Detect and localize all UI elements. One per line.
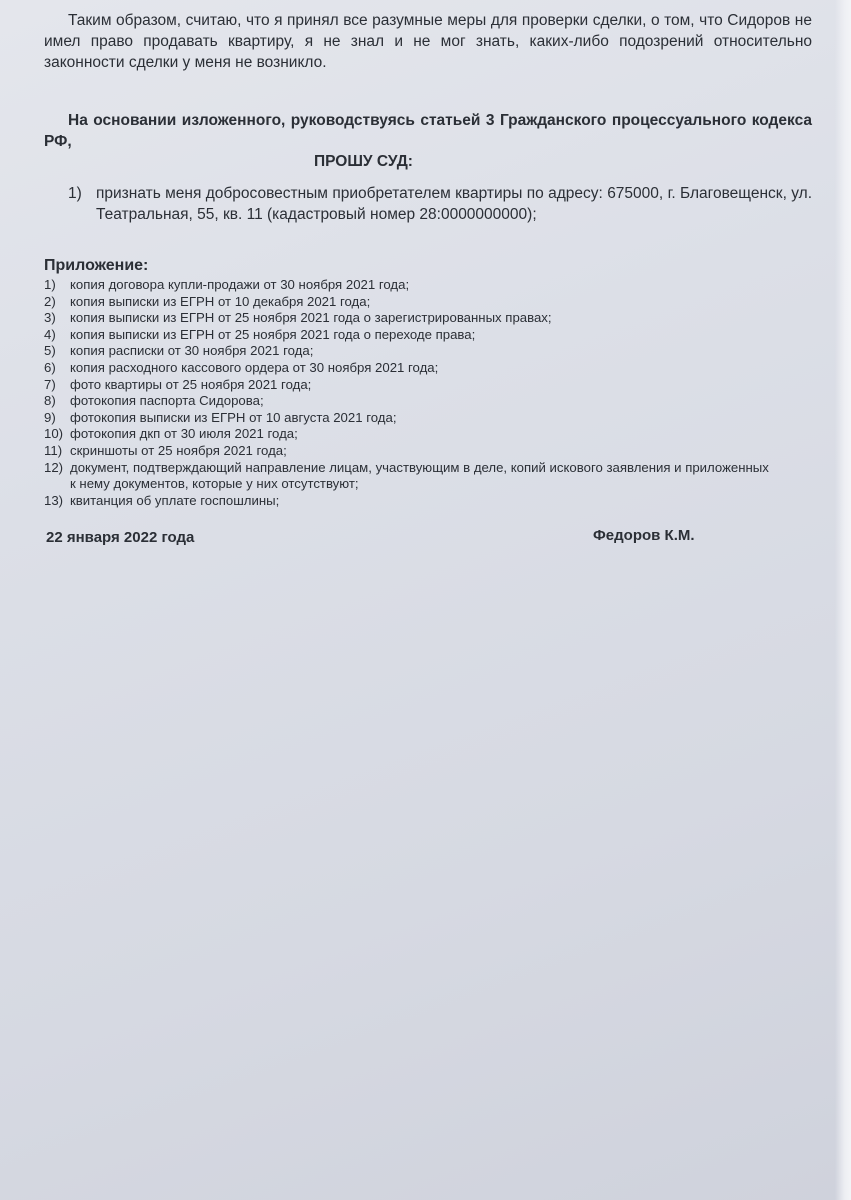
appendix-number: 1): [44, 277, 56, 292]
appendix-item: [44, 493, 812, 510]
appendix-text: фотокопия дкп от 30 июля 2021 года;: [70, 426, 298, 442]
appendix-number: 5): [44, 343, 56, 359]
appendix-item: [44, 277, 812, 294]
appendix-text: копия выписки из ЕГРН от 25 ноября 2021 года о зарегистрированных правах;: [70, 310, 552, 326]
appendix-item: [44, 343, 812, 360]
document-date: 22 января 2022 года: [46, 529, 195, 546]
appendix-text: фото квартиры от 25 ноября 2021 года;: [70, 376, 312, 392]
appendix-number: 10): [44, 426, 64, 442]
basis-paragraph: На основании изложенного, руководствуясь статьей 3 Гражданского процессуального кодекса РФ,: [44, 112, 812, 150]
appendix-text: фотокопия паспорта Сидорова;: [70, 393, 264, 409]
appendix-text: копия расписки от 30 ноября 2021 года;: [70, 343, 314, 359]
appendix-item: [44, 443, 812, 460]
appendix-number: 11): [44, 442, 63, 458]
appendix-item: [44, 327, 812, 344]
appendix-text: копия договора купли-продажи от 30 ноября 2021 года;: [70, 277, 410, 292]
appendix-number: 12): [44, 459, 64, 475]
appendix-item: [44, 426, 812, 443]
appendix-title: Приложение:: [44, 257, 149, 274]
appendix-text: фотокопия выписки из ЕГРН от 10 августа 2021 года;: [70, 409, 397, 425]
signature-name: Федоров К.М.: [593, 527, 695, 544]
appendix-item: [44, 294, 812, 311]
appendix-text: документ, подтверждающий направление лицам, участвующим в деле, копий искового заявления и приложенных к нему документов, которые у них отсутствуют;: [70, 459, 769, 492]
appendix-number: 4): [44, 326, 56, 342]
page-edge: [835, 0, 851, 1200]
appendix-text: копия выписки из ЕГРН от 25 ноября 2021 года о переходе права;: [70, 326, 476, 342]
request-item: [68, 183, 812, 225]
appendix-number: 3): [44, 310, 56, 326]
appendix-item: [44, 377, 812, 394]
appendix-list: [44, 277, 812, 509]
appendix-item: [44, 393, 812, 410]
appendix-item: [44, 460, 812, 493]
appendix-text: квитанция об уплате госпошлины;: [70, 492, 280, 508]
intro-paragraph: Таким образом, считаю, что я принял все разумные меры для проверки сделки, о том, что Сидоров не имел право продавать квартиру, я не знал и не мог знать, каких-либо подозрений относительно законности сделки у меня не возникло.: [44, 12, 812, 71]
appendix-number: 8): [44, 393, 56, 409]
appendix-number: 2): [44, 293, 56, 309]
appendix-item: [44, 360, 812, 377]
appendix-number: 7): [44, 376, 56, 392]
request-number: 1): [68, 185, 82, 202]
appendix-item: [44, 410, 812, 427]
appendix-text: копия выписки из ЕГРН от 10 декабря 2021 года;: [70, 293, 371, 309]
appendix-item: [44, 310, 812, 327]
request-text: признать меня добросовестным приобретателем квартиры по адресу: 675000, г. Благовещенск, ул. Театральная, 55, кв. 11 (кадастровый номер 28:0000000000);: [96, 185, 812, 223]
appendix-text: скриншоты от 25 ноября 2021 года;: [70, 442, 287, 458]
appendix-text: копия расходного кассового ордера от 30 ноября 2021 года;: [70, 359, 439, 375]
appendix-number: 9): [44, 409, 56, 425]
appendix-number: 13): [44, 492, 64, 508]
appendix-number: 6): [44, 359, 56, 375]
prayer-title: ПРОШУ СУД:: [314, 153, 413, 170]
